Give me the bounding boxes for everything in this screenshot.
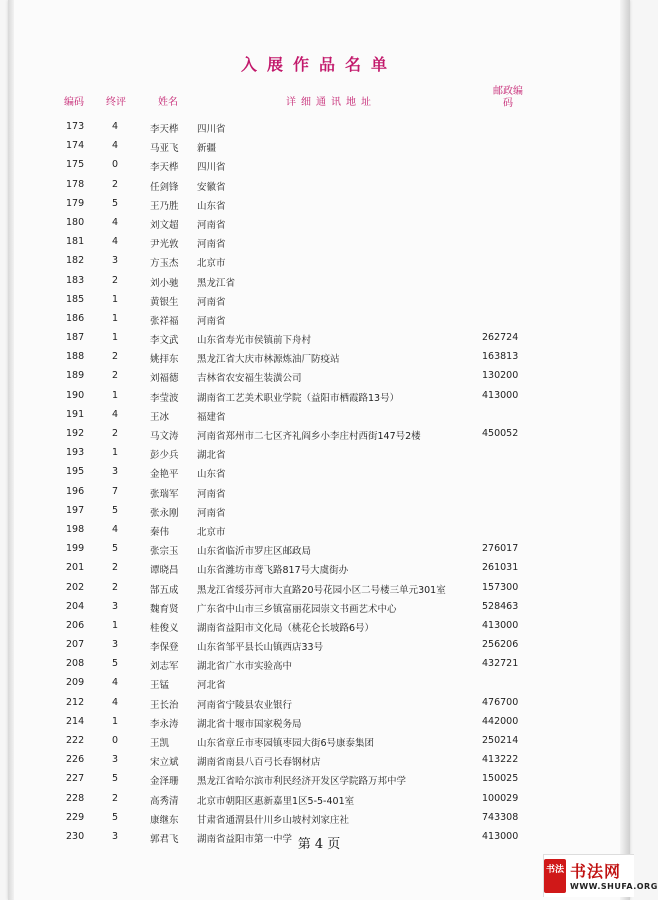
list-item xyxy=(0,751,638,770)
entry-postal-code: 528463 xyxy=(482,600,519,612)
entry-score: 2 xyxy=(111,581,119,593)
entry-score: 4 xyxy=(111,523,119,535)
entry-address: 河南省 xyxy=(197,488,226,500)
entry-code: 189 xyxy=(66,370,85,382)
list-item xyxy=(0,540,638,559)
entry-address: 山东省 xyxy=(197,200,226,212)
entry-address: 北京市 xyxy=(197,258,226,270)
entry-code: 207 xyxy=(66,639,85,651)
list-item xyxy=(0,329,638,348)
entry-score: 1 xyxy=(111,619,119,631)
entry-name: 王乃胜 xyxy=(150,200,179,212)
entry-score: 1 xyxy=(111,312,119,324)
list-item xyxy=(0,617,638,636)
entry-score: 5 xyxy=(111,543,119,555)
list-item xyxy=(0,655,638,674)
entry-address: 广东省中山市三乡镇富丽花园崇文书画艺术中心 xyxy=(197,603,397,615)
entry-address: 河南省 xyxy=(197,296,226,308)
list-item xyxy=(0,770,638,789)
entry-code: 190 xyxy=(66,389,85,401)
entry-score: 1 xyxy=(111,293,119,305)
entry-score: 1 xyxy=(111,447,119,459)
logo-seal-text: 书法 xyxy=(545,865,564,875)
entry-code: 195 xyxy=(66,466,85,478)
entry-postal-code: 442000 xyxy=(482,715,519,727)
list-item xyxy=(0,214,638,233)
entry-name: 张永刚 xyxy=(150,507,179,519)
entry-name: 魏育贤 xyxy=(150,603,179,615)
entry-address: 河南省 xyxy=(197,219,226,231)
entry-score: 5 xyxy=(111,658,119,670)
list-item xyxy=(0,425,638,444)
entry-code: 209 xyxy=(66,677,85,689)
entry-name: 李天桦 xyxy=(150,124,179,135)
entry-address: 安徽省 xyxy=(197,181,226,193)
list-item xyxy=(0,521,638,540)
entry-address: 四川省 xyxy=(197,162,226,174)
entry-name: 王凯 xyxy=(150,738,170,749)
entry-code: 180 xyxy=(66,216,85,228)
list-item xyxy=(0,291,638,310)
entry-name: 金艳平 xyxy=(150,469,179,481)
entry-name: 马文涛 xyxy=(150,431,179,442)
entry-address: 湖北省十堰市国家税务局 xyxy=(197,718,302,730)
list-item xyxy=(0,195,638,214)
entry-address: 黑龙江省大庆市林源炼油厂防疫站 xyxy=(197,354,340,366)
list-item xyxy=(0,598,638,617)
entry-code: 199 xyxy=(66,543,85,555)
entry-postal-code: 432721 xyxy=(482,658,519,670)
entry-postal-code: 157300 xyxy=(482,581,519,593)
entry-address: 河南省郑州市二七区齐礼阎乡小李庄村西街147号2楼 xyxy=(197,431,421,442)
entry-postal-code: 256206 xyxy=(482,639,519,651)
entry-address: 湖北省广水市实验高中 xyxy=(197,661,293,673)
entry-score: 5 xyxy=(111,504,119,516)
entry-score: 4 xyxy=(111,408,119,420)
entry-address: 北京市 xyxy=(197,526,226,538)
entry-name: 刘小驰 xyxy=(150,277,179,289)
entry-address: 福建省 xyxy=(197,411,226,423)
entry-name: 刘福德 xyxy=(150,373,179,385)
entry-score: 7 xyxy=(111,485,119,497)
entry-code: 193 xyxy=(66,447,85,459)
entry-name: 郜五成 xyxy=(150,584,179,596)
list-item xyxy=(0,579,638,598)
entry-name: 郭君飞 xyxy=(150,833,179,845)
entry-postal-code: 413222 xyxy=(482,754,519,766)
entry-name: 王长治 xyxy=(150,699,179,711)
entry-address: 吉林省农安福生装潢公司 xyxy=(197,373,302,385)
entry-name: 谭晓昌 xyxy=(150,565,179,577)
header-name: 姓名 xyxy=(158,97,178,108)
entry-name: 秦伟 xyxy=(150,526,170,538)
entry-name: 李莹波 xyxy=(150,392,179,404)
entry-score: 5 xyxy=(111,197,119,209)
entry-score: 2 xyxy=(111,274,119,286)
entry-code: 183 xyxy=(66,274,85,286)
entry-name: 马亚飞 xyxy=(150,143,179,155)
entry-address: 山东省临沂市罗庄区邮政局 xyxy=(197,546,312,558)
entry-name: 尹光敦 xyxy=(150,239,179,251)
entry-postal-code: 413000 xyxy=(482,830,519,842)
entry-code: 182 xyxy=(66,255,85,267)
entry-code: 191 xyxy=(66,408,85,420)
list-item xyxy=(0,502,638,521)
logo-url: WWW.SHUFA.ORG xyxy=(570,882,658,891)
header-address: 详细通讯地址 xyxy=(286,97,376,108)
entry-address: 山东省潍坊市鸢飞路817号大虞街办 xyxy=(197,565,349,577)
list-item xyxy=(0,137,638,156)
entry-address: 山东省寿光市侯镇前下舟村 xyxy=(197,335,312,347)
entry-code: 228 xyxy=(66,792,85,804)
entry-score: 4 xyxy=(111,236,119,248)
entry-score: 2 xyxy=(111,792,119,804)
entry-code: 192 xyxy=(66,428,85,439)
list-item xyxy=(0,387,638,406)
entry-address: 河南省宁陵县农业银行 xyxy=(197,699,293,711)
entry-address: 黑龙江省绥芬河市大直路20号花园小区二号楼三单元301室 xyxy=(197,584,446,596)
entry-postal-code: 450052 xyxy=(482,428,519,439)
entry-address: 河南省 xyxy=(197,507,226,519)
list-item xyxy=(0,732,638,751)
entry-score: 1 xyxy=(111,332,119,344)
entry-address: 河南省 xyxy=(197,239,226,251)
entry-name: 张瑞军 xyxy=(150,488,179,500)
entry-address: 甘肃省通渭县什川乡山坡村刘家庄社 xyxy=(197,814,350,826)
entry-address: 山东省 xyxy=(197,469,226,481)
entry-postal-code: 413000 xyxy=(482,619,519,631)
entry-name: 王锰 xyxy=(150,680,170,692)
entry-name: 王冰 xyxy=(150,411,170,423)
logo-name: 书法网 xyxy=(570,862,622,881)
entry-code: 226 xyxy=(66,754,85,766)
entry-score: 2 xyxy=(111,351,119,363)
entry-name: 方玉杰 xyxy=(150,258,179,270)
list-item xyxy=(0,272,638,291)
list-item xyxy=(0,406,638,425)
entry-score: 3 xyxy=(111,754,119,766)
entry-score: 3 xyxy=(111,255,119,267)
entry-postal-code: 250214 xyxy=(482,735,519,746)
entry-code: 175 xyxy=(66,159,85,171)
entry-score: 0 xyxy=(111,735,119,746)
entry-name: 金泽珊 xyxy=(150,776,179,788)
entry-name: 宋立斌 xyxy=(150,757,179,769)
entry-name: 李保登 xyxy=(150,642,179,654)
entry-name: 张宗玉 xyxy=(150,546,179,558)
entry-name: 高秀清 xyxy=(150,795,179,807)
entry-address: 河北省 xyxy=(197,680,226,692)
entry-code: 230 xyxy=(66,830,85,842)
entry-score: 5 xyxy=(111,811,119,823)
entry-code: 197 xyxy=(66,504,85,516)
entry-score: 2 xyxy=(111,428,119,439)
entry-postal-code: 130200 xyxy=(482,370,519,382)
entry-score: 4 xyxy=(111,216,119,228)
entry-code: 202 xyxy=(66,581,85,593)
entry-name: 李文武 xyxy=(150,335,179,347)
entry-code: 214 xyxy=(66,715,85,727)
entry-address: 黑龙江省哈尔滨市利民经济开发区学院路万邦中学 xyxy=(197,776,407,788)
list-item xyxy=(0,348,638,367)
entry-name: 李天桦 xyxy=(150,162,179,174)
list-item xyxy=(0,636,638,655)
watermark-logo xyxy=(543,854,658,897)
list-item xyxy=(0,694,638,713)
entry-name: 刘文超 xyxy=(150,219,179,231)
entry-postal-code: 261031 xyxy=(482,562,519,574)
entry-code: 186 xyxy=(66,312,85,324)
list-item xyxy=(0,156,638,175)
entry-code: 227 xyxy=(66,773,85,785)
entry-address: 湖南省益阳市文化局（桃花仑长坡路6号） xyxy=(197,622,375,634)
entry-score: 2 xyxy=(111,178,119,190)
list-item xyxy=(0,463,638,482)
entry-name: 桂俊义 xyxy=(150,622,179,634)
entry-postal-code: 413000 xyxy=(482,389,519,401)
entry-name: 李永涛 xyxy=(150,718,179,730)
entry-code: 185 xyxy=(66,293,85,305)
logo-seal xyxy=(544,859,566,893)
entry-score: 4 xyxy=(111,121,119,132)
header-code: 编码 xyxy=(64,97,84,108)
page-number: 第 4 页 xyxy=(297,837,341,852)
entry-address: 黑龙江省 xyxy=(197,277,236,289)
entry-score: 3 xyxy=(111,466,119,478)
list-item xyxy=(0,367,638,386)
list-item xyxy=(0,118,638,137)
list-item xyxy=(0,790,638,809)
entry-code: 179 xyxy=(66,197,85,209)
entry-address: 湖南省益阳市第一中学 xyxy=(197,833,293,845)
entry-code: 187 xyxy=(66,332,85,344)
entry-code: 201 xyxy=(66,562,85,574)
entry-score: 4 xyxy=(111,140,119,152)
entry-score: 3 xyxy=(111,600,119,612)
entry-postal-code: 100029 xyxy=(482,792,519,804)
entry-address: 河南省 xyxy=(197,315,226,327)
entry-code: 196 xyxy=(66,485,85,497)
entry-score: 4 xyxy=(111,677,119,689)
entry-postal-code: 476700 xyxy=(482,696,519,708)
entry-name: 张祥福 xyxy=(150,315,179,327)
entry-address: 新疆 xyxy=(197,143,217,155)
list-item xyxy=(0,176,638,195)
entry-name: 黄银生 xyxy=(150,296,179,308)
page-title: 入展作品名单 xyxy=(240,55,397,74)
entry-score: 3 xyxy=(111,639,119,651)
entry-score: 2 xyxy=(111,562,119,574)
entry-code: 188 xyxy=(66,351,85,363)
entry-name: 任剑锋 xyxy=(150,181,179,193)
entry-score: 5 xyxy=(111,773,119,785)
header-postal-code: 邮政编码 xyxy=(493,86,523,109)
entry-address: 四川省 xyxy=(197,124,226,135)
entry-name: 刘志军 xyxy=(150,661,179,673)
entry-address: 山东省章丘市枣园镇枣园大街6号康泰集团 xyxy=(197,738,375,749)
entry-postal-code: 743308 xyxy=(482,811,519,823)
entry-score: 0 xyxy=(111,159,119,171)
entry-address: 湖南省南县八百弓长春钢材店 xyxy=(197,757,321,769)
list-item xyxy=(0,310,638,329)
entry-code: 206 xyxy=(66,619,85,631)
list-item xyxy=(0,252,638,271)
entry-address: 山东省邹平县长山镇西店33号 xyxy=(197,642,324,654)
entry-address: 湖南省工艺美术职业学院（益阳市栖霞路13号） xyxy=(197,392,400,404)
entry-code: 173 xyxy=(66,121,85,132)
entry-postal-code: 262724 xyxy=(482,332,519,344)
entry-name: 姚拝东 xyxy=(150,354,179,366)
entry-code: 222 xyxy=(66,735,85,746)
entry-code: 204 xyxy=(66,600,85,612)
entry-code: 208 xyxy=(66,658,85,670)
entry-postal-code: 276017 xyxy=(482,543,519,555)
list-item xyxy=(0,674,638,693)
entry-postal-code: 163813 xyxy=(482,351,519,363)
entry-score: 1 xyxy=(111,389,119,401)
entry-code: 198 xyxy=(66,523,85,535)
list-item xyxy=(0,233,638,252)
entry-name: 彭少兵 xyxy=(150,450,179,462)
entry-postal-code: 150025 xyxy=(482,773,519,785)
entry-code: 212 xyxy=(66,696,85,708)
entry-score: 4 xyxy=(111,696,119,708)
entry-address: 北京市朝阳区惠新嘉里1区5-5-401室 xyxy=(197,795,355,807)
entry-list xyxy=(0,118,638,847)
list-item xyxy=(0,483,638,502)
list-item xyxy=(0,809,638,828)
entry-code: 174 xyxy=(66,140,85,152)
list-item xyxy=(0,559,638,578)
entry-score: 1 xyxy=(111,715,119,727)
entry-score: 2 xyxy=(111,370,119,382)
list-item xyxy=(0,713,638,732)
entry-code: 229 xyxy=(66,811,85,823)
entry-score: 3 xyxy=(111,830,119,842)
entry-name: 康继东 xyxy=(150,814,179,826)
entry-address: 湖北省 xyxy=(197,450,226,462)
entry-code: 181 xyxy=(66,236,85,248)
list-item xyxy=(0,444,638,463)
entry-code: 178 xyxy=(66,178,85,190)
header-score: 终评 xyxy=(106,97,126,108)
